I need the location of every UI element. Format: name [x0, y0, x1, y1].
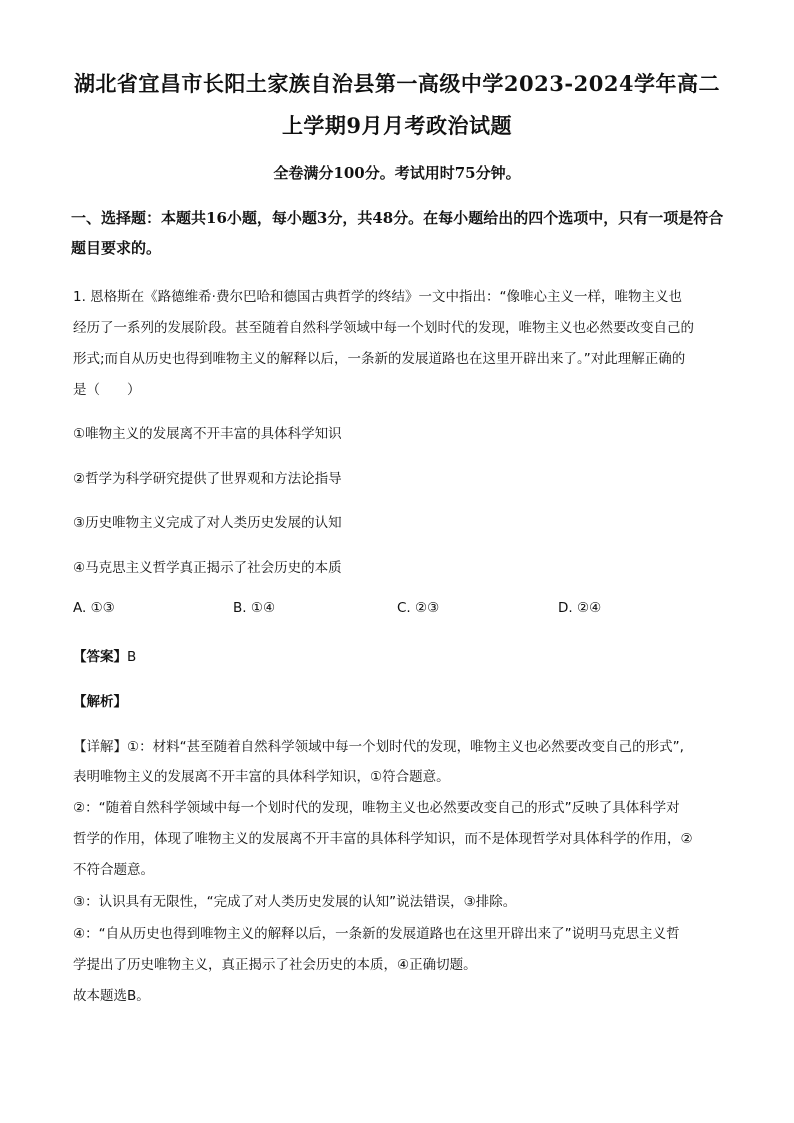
question-stem-line: 是（ ）: [73, 382, 141, 398]
option-b: B. ①④: [233, 600, 276, 616]
detail-line: 不符合题意。: [73, 862, 154, 878]
question-stem-line: 形式;而自从历史也得到唯物主义的解释以后，一条新的发展道路也在这里开辟出来了。”对此理解正确的: [73, 351, 686, 367]
analysis-row: [73, 690, 127, 710]
analysis-label: 【解析】: [73, 694, 127, 710]
exam-title-line2: 上学期9月月考政治试题: [281, 113, 513, 138]
statement-3: ③历史唯物主义完成了对人类历史发展的认知: [73, 515, 342, 531]
answer-value: B: [127, 649, 137, 665]
detail-line: 故本题选B。: [73, 988, 150, 1004]
detail-line: ②：“随着自然科学领域中每一个划时代的发现，唯物主义也必然要改变自己的形式”反映了具体科学对: [73, 800, 680, 816]
detail-line: ④：“自从历史也得到唯物主义的解释以后，一条新的发展道路也在这里开辟出来了”说明马克思主义哲: [73, 926, 680, 942]
detail-line: 表明唯物主义的发展离不开丰富的具体科学知识，①符合题意。: [73, 769, 450, 785]
section-heading: 一、选择题：本题共16小题，每小题3分，共48分。在每小题给出的四个选项中，只有一项是符合题目要求的。: [71, 209, 724, 257]
statement-1: ①唯物主义的发展离不开丰富的具体科学知识: [73, 426, 342, 442]
answer-label: 【答案】: [73, 649, 127, 665]
statement-4: ④马克思主义哲学真正揭示了社会历史的本质: [73, 560, 342, 576]
option-d: D. ②④: [558, 600, 602, 616]
answer-row: [73, 645, 136, 665]
detail-line: ③：认识具有无限性，“完成了对人类历史发展的认知”说法错误，③排除。: [73, 894, 517, 910]
statement-2: ②哲学为科学研究提供了世界观和方法论指导: [73, 471, 342, 487]
option-c: C. ②③: [397, 600, 440, 616]
question-stem-line: 经历了一系列的发展阶段。甚至随着自然科学领域中每一个划时代的发现，唯物主义也必然要改变自己的: [73, 320, 694, 336]
exam-subtitle: 全卷满分100分。考试用时75分钟。: [273, 164, 521, 182]
question-stem-line: 1. 恩格斯在《路德维希·费尔巴哈和德国古典哲学的终结》一文中指出：“像唯心主义一样，唯物主义也: [73, 289, 682, 305]
exam-title-line1: 湖北省宜昌市长阳土家族自治县第一高级中学2023-2024学年高二: [73, 71, 721, 96]
detail-line: 学提出了历史唯物主义，真正揭示了社会历史的本质，④正确切题。: [73, 957, 477, 973]
detail-line: 哲学的作用，体现了唯物主义的发展离不开丰富的具体科学知识，而不是体现哲学对具体科学的作用，②: [73, 831, 693, 847]
detail-line: 【详解】①：材料“甚至随着自然科学领域中每一个划时代的发现，唯物主义也必然要改变自己的形式”,: [73, 739, 684, 755]
option-a: A. ①③: [73, 600, 115, 616]
